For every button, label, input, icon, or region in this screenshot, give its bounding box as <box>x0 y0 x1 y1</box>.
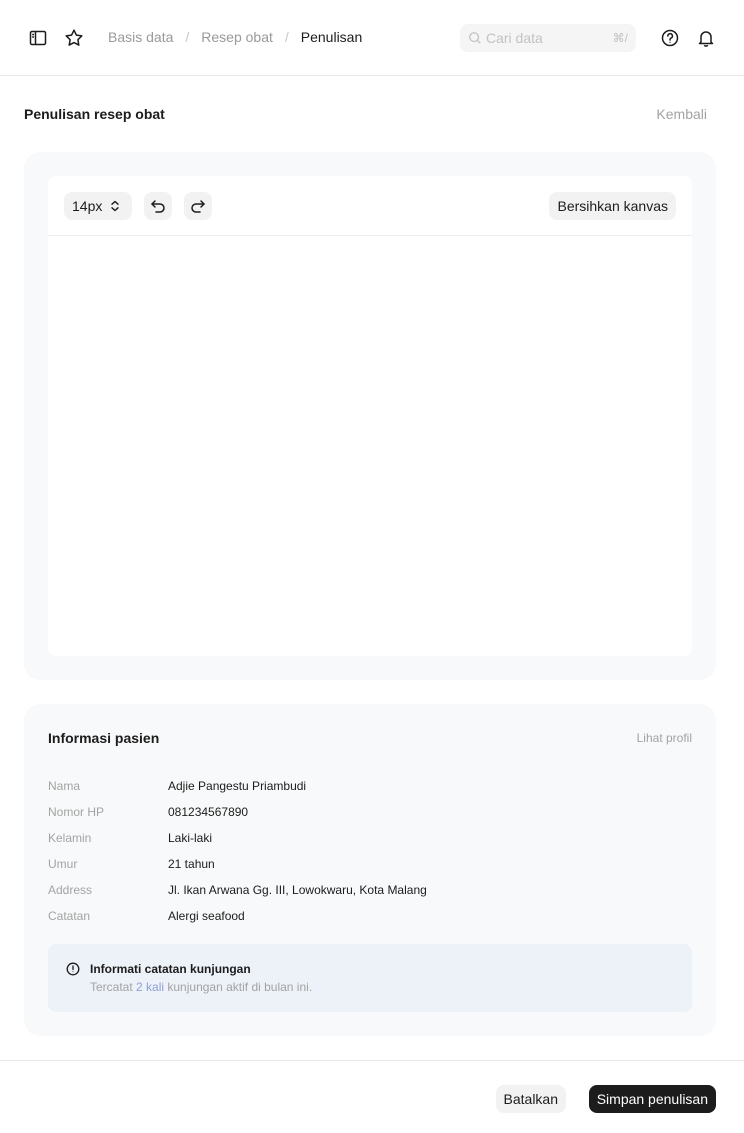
breadcrumb-item-basis-data[interactable]: Basis data <box>108 29 174 45</box>
font-size-value: 14px <box>72 198 103 214</box>
info-value: Jl. Ikan Arwana Gg. III, Lowokwaru, Kota Malang <box>168 883 427 897</box>
search-box[interactable] <box>460 24 636 52</box>
canvas-toolbar <box>48 176 692 236</box>
redo-icon <box>189 197 207 215</box>
info-value: 081234567890 <box>168 805 249 819</box>
font-size-select[interactable] <box>64 192 132 220</box>
redo-button[interactable] <box>184 192 212 220</box>
info-value: Laki-laki <box>168 831 213 845</box>
breadcrumb-item-penulisan: Penulisan <box>300 29 363 45</box>
search-shortcut: ⌘/ <box>612 31 628 45</box>
bell-icon[interactable] <box>694 26 718 50</box>
notice-text <box>90 980 312 994</box>
save-button[interactable]: Simpan penulisan <box>589 1085 716 1113</box>
top-bar <box>0 0 744 76</box>
breadcrumb-separator: / <box>284 29 289 45</box>
info-value: Alergi seafood <box>168 909 245 923</box>
info-row-phone <box>48 799 688 825</box>
visit-count-highlight: 2 kali <box>136 980 165 994</box>
chevron-up-down-icon <box>108 199 122 213</box>
patient-info-title: Informasi pasien <box>48 730 160 746</box>
info-circle-icon <box>66 962 80 976</box>
top-bar-left <box>26 26 86 50</box>
clear-canvas-button[interactable]: Bersihkan kanvas <box>549 192 676 220</box>
search-icon <box>468 31 482 45</box>
breadcrumb-item-resep-obat[interactable]: Resep obat <box>201 29 273 45</box>
drawing-area[interactable] <box>48 236 692 656</box>
top-bar-right <box>658 26 718 50</box>
breadcrumb <box>108 29 362 45</box>
drawing-canvas-panel <box>48 176 692 656</box>
page-title: Penulisan resep obat <box>24 106 165 122</box>
view-profile-link[interactable]: Lihat profil <box>636 731 692 745</box>
info-label: Nomor HP <box>48 805 105 819</box>
info-row-age <box>48 851 688 877</box>
star-icon[interactable] <box>62 26 86 50</box>
undo-button[interactable] <box>144 192 172 220</box>
help-icon[interactable] <box>658 26 682 50</box>
breadcrumb-separator: / <box>185 29 190 45</box>
notice-text-before: Tercatat <box>90 980 137 994</box>
info-label: Catatan <box>48 909 91 923</box>
info-row-gender <box>48 825 688 851</box>
patient-info-list <box>48 773 688 929</box>
search-input[interactable] <box>486 30 613 46</box>
info-label: Address <box>48 883 93 897</box>
undo-icon <box>149 197 167 215</box>
info-value: 21 tahun <box>168 857 215 871</box>
cancel-button[interactable]: Batalkan <box>496 1085 566 1113</box>
info-value: Adjie Pangestu Priambudi <box>168 779 307 793</box>
patient-info-card <box>24 704 716 1036</box>
info-label: Kelamin <box>48 831 92 845</box>
canvas-card <box>24 152 716 680</box>
info-label: Umur <box>48 857 78 871</box>
info-row-address <box>48 877 688 903</box>
notice-title: Informati catatan kunjungan <box>90 962 251 976</box>
sidebar-toggle-icon[interactable] <box>26 26 50 50</box>
back-link[interactable]: Kembali <box>656 106 707 122</box>
info-label: Nama <box>48 779 81 793</box>
notice-text-after: kunjungan aktif di bulan ini. <box>164 980 313 994</box>
info-row-notes <box>48 903 688 929</box>
footer-bar <box>0 1060 744 1133</box>
info-row-name <box>48 773 688 799</box>
visit-notice <box>48 944 692 1012</box>
